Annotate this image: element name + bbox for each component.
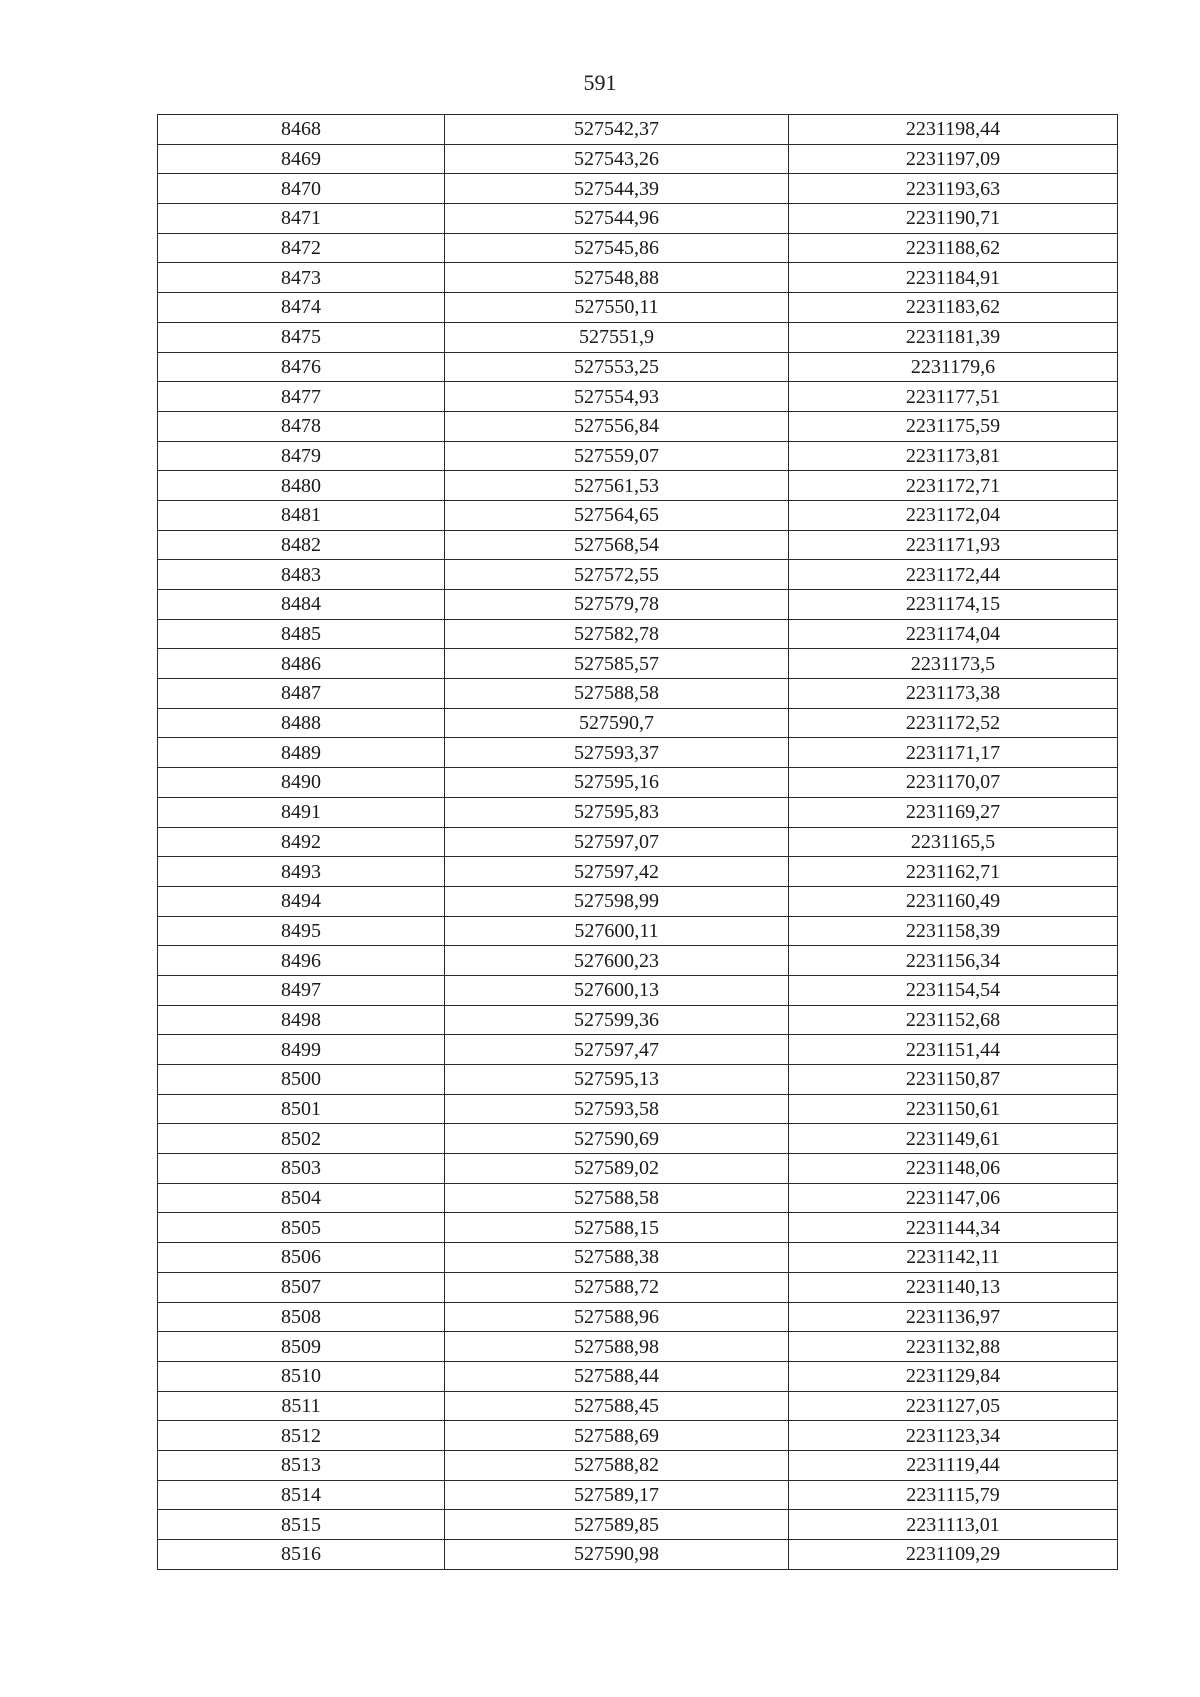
- table-row: [158, 352, 1118, 382]
- x-coordinate-cell: 527593,58: [445, 1094, 789, 1124]
- point-number-cell: 8509: [158, 1332, 445, 1362]
- table-row: [158, 1154, 1118, 1184]
- x-coordinate-cell: 527588,58: [445, 679, 789, 709]
- x-coordinate-cell: 527543,26: [445, 144, 789, 174]
- y-coordinate-cell: 2231144,34: [789, 1213, 1118, 1243]
- y-coordinate-cell: 2231149,61: [789, 1124, 1118, 1154]
- table-row: [158, 916, 1118, 946]
- y-coordinate-cell: 2231150,61: [789, 1094, 1118, 1124]
- point-number-cell: 8495: [158, 916, 445, 946]
- x-coordinate-cell: 527589,17: [445, 1480, 789, 1510]
- y-coordinate-cell: 2231158,39: [789, 916, 1118, 946]
- table-row: [158, 1450, 1118, 1480]
- x-coordinate-cell: 527551,9: [445, 322, 789, 352]
- y-coordinate-cell: 2231150,87: [789, 1065, 1118, 1095]
- table-row: [158, 590, 1118, 620]
- point-number-cell: 8476: [158, 352, 445, 382]
- y-coordinate-cell: 2231160,49: [789, 886, 1118, 916]
- point-number-cell: 8481: [158, 500, 445, 530]
- page-number: 591: [583, 70, 617, 95]
- point-number-cell: 8505: [158, 1213, 445, 1243]
- y-coordinate-cell: 2231188,62: [789, 233, 1118, 263]
- point-number-cell: 8479: [158, 441, 445, 471]
- x-coordinate-cell: 527595,16: [445, 768, 789, 798]
- table-row: [158, 471, 1118, 501]
- x-coordinate-cell: 527589,02: [445, 1154, 789, 1184]
- table-row: [158, 946, 1118, 976]
- table-row: [158, 738, 1118, 768]
- point-number-cell: 8480: [158, 471, 445, 501]
- table-row: [158, 619, 1118, 649]
- y-coordinate-cell: 2231170,07: [789, 768, 1118, 798]
- y-coordinate-cell: 2231165,5: [789, 827, 1118, 857]
- x-coordinate-cell: 527559,07: [445, 441, 789, 471]
- table-row: [158, 1065, 1118, 1095]
- y-coordinate-cell: 2231198,44: [789, 115, 1118, 145]
- point-number-cell: 8475: [158, 322, 445, 352]
- coordinates-table-body: [158, 115, 1118, 1570]
- x-coordinate-cell: 527588,69: [445, 1421, 789, 1451]
- table-row: [158, 857, 1118, 887]
- y-coordinate-cell: 2231183,62: [789, 293, 1118, 323]
- point-number-cell: 8474: [158, 293, 445, 323]
- y-coordinate-cell: 2231119,44: [789, 1450, 1118, 1480]
- table-row: [158, 1005, 1118, 1035]
- point-number-cell: 8508: [158, 1302, 445, 1332]
- table-row: [158, 233, 1118, 263]
- point-number-cell: 8493: [158, 857, 445, 887]
- point-number-cell: 8507: [158, 1272, 445, 1302]
- point-number-cell: 8482: [158, 530, 445, 560]
- table-row: [158, 1332, 1118, 1362]
- x-coordinate-cell: 527561,53: [445, 471, 789, 501]
- x-coordinate-cell: 527582,78: [445, 619, 789, 649]
- table-row: [158, 1272, 1118, 1302]
- point-number-cell: 8502: [158, 1124, 445, 1154]
- x-coordinate-cell: 527548,88: [445, 263, 789, 293]
- y-coordinate-cell: 2231175,59: [789, 411, 1118, 441]
- y-coordinate-cell: 2231132,88: [789, 1332, 1118, 1362]
- table-row: [158, 975, 1118, 1005]
- point-number-cell: 8515: [158, 1510, 445, 1540]
- y-coordinate-cell: 2231173,38: [789, 679, 1118, 709]
- y-coordinate-cell: 2231140,13: [789, 1272, 1118, 1302]
- y-coordinate-cell: 2231162,71: [789, 857, 1118, 887]
- x-coordinate-cell: 527600,23: [445, 946, 789, 976]
- x-coordinate-cell: 527588,82: [445, 1450, 789, 1480]
- table-row: [158, 1124, 1118, 1154]
- x-coordinate-cell: 527588,72: [445, 1272, 789, 1302]
- table-row: [158, 411, 1118, 441]
- y-coordinate-cell: 2231177,51: [789, 382, 1118, 412]
- x-coordinate-cell: 527597,47: [445, 1035, 789, 1065]
- y-coordinate-cell: 2231115,79: [789, 1480, 1118, 1510]
- point-number-cell: 8514: [158, 1480, 445, 1510]
- y-coordinate-cell: 2231173,5: [789, 649, 1118, 679]
- x-coordinate-cell: 527588,15: [445, 1213, 789, 1243]
- x-coordinate-cell: 527544,39: [445, 174, 789, 204]
- y-coordinate-cell: 2231184,91: [789, 263, 1118, 293]
- y-coordinate-cell: 2231123,34: [789, 1421, 1118, 1451]
- x-coordinate-cell: 527600,11: [445, 916, 789, 946]
- y-coordinate-cell: 2231147,06: [789, 1183, 1118, 1213]
- table-row: [158, 1213, 1118, 1243]
- y-coordinate-cell: 2231179,6: [789, 352, 1118, 382]
- table-row: [158, 382, 1118, 412]
- y-coordinate-cell: 2231156,34: [789, 946, 1118, 976]
- table-row: [158, 1302, 1118, 1332]
- table-row: [158, 174, 1118, 204]
- x-coordinate-cell: 527585,57: [445, 649, 789, 679]
- table-row: [158, 204, 1118, 234]
- point-number-cell: 8468: [158, 115, 445, 145]
- point-number-cell: 8491: [158, 797, 445, 827]
- point-number-cell: 8516: [158, 1540, 445, 1570]
- table-row: [158, 1480, 1118, 1510]
- x-coordinate-cell: 527542,37: [445, 115, 789, 145]
- x-coordinate-cell: 527590,69: [445, 1124, 789, 1154]
- x-coordinate-cell: 527595,83: [445, 797, 789, 827]
- x-coordinate-cell: 527590,7: [445, 708, 789, 738]
- point-number-cell: 8477: [158, 382, 445, 412]
- x-coordinate-cell: 527597,07: [445, 827, 789, 857]
- table-row: [158, 441, 1118, 471]
- x-coordinate-cell: 527550,11: [445, 293, 789, 323]
- point-number-cell: 8488: [158, 708, 445, 738]
- table-row: [158, 1035, 1118, 1065]
- point-number-cell: 8500: [158, 1065, 445, 1095]
- x-coordinate-cell: 527544,96: [445, 204, 789, 234]
- x-coordinate-cell: 527590,98: [445, 1540, 789, 1570]
- table-row: [158, 827, 1118, 857]
- y-coordinate-cell: 2231172,71: [789, 471, 1118, 501]
- point-number-cell: 8470: [158, 174, 445, 204]
- point-number-cell: 8497: [158, 975, 445, 1005]
- point-number-cell: 8486: [158, 649, 445, 679]
- x-coordinate-cell: 527588,96: [445, 1302, 789, 1332]
- table-row: [158, 1183, 1118, 1213]
- table-row: [158, 886, 1118, 916]
- x-coordinate-cell: 527600,13: [445, 975, 789, 1005]
- point-number-cell: 8473: [158, 263, 445, 293]
- x-coordinate-cell: 527595,13: [445, 1065, 789, 1095]
- table-row: [158, 1361, 1118, 1391]
- x-coordinate-cell: 527579,78: [445, 590, 789, 620]
- y-coordinate-cell: 2231129,84: [789, 1361, 1118, 1391]
- y-coordinate-cell: 2231169,27: [789, 797, 1118, 827]
- table-row: [158, 322, 1118, 352]
- x-coordinate-cell: 527588,45: [445, 1391, 789, 1421]
- table-row: [158, 768, 1118, 798]
- x-coordinate-cell: 527599,36: [445, 1005, 789, 1035]
- x-coordinate-cell: 527545,86: [445, 233, 789, 263]
- x-coordinate-cell: 527597,42: [445, 857, 789, 887]
- point-number-cell: 8512: [158, 1421, 445, 1451]
- table-row: [158, 1243, 1118, 1273]
- point-number-cell: 8501: [158, 1094, 445, 1124]
- point-number-cell: 8472: [158, 233, 445, 263]
- y-coordinate-cell: 2231190,71: [789, 204, 1118, 234]
- y-coordinate-cell: 2231172,04: [789, 500, 1118, 530]
- table-row: [158, 679, 1118, 709]
- coordinates-table: [157, 114, 1118, 1570]
- table-row: [158, 649, 1118, 679]
- point-number-cell: 8469: [158, 144, 445, 174]
- table-row: [158, 1421, 1118, 1451]
- point-number-cell: 8478: [158, 411, 445, 441]
- x-coordinate-cell: 527554,93: [445, 382, 789, 412]
- y-coordinate-cell: 2231174,15: [789, 590, 1118, 620]
- y-coordinate-cell: 2231193,63: [789, 174, 1118, 204]
- y-coordinate-cell: 2231173,81: [789, 441, 1118, 471]
- table-row: [158, 500, 1118, 530]
- point-number-cell: 8506: [158, 1243, 445, 1273]
- x-coordinate-cell: 527572,55: [445, 560, 789, 590]
- point-number-cell: 8513: [158, 1450, 445, 1480]
- point-number-cell: 8504: [158, 1183, 445, 1213]
- y-coordinate-cell: 2231109,29: [789, 1540, 1118, 1570]
- point-number-cell: 8471: [158, 204, 445, 234]
- x-coordinate-cell: 527593,37: [445, 738, 789, 768]
- y-coordinate-cell: 2231152,68: [789, 1005, 1118, 1035]
- table-row: [158, 144, 1118, 174]
- point-number-cell: 8494: [158, 886, 445, 916]
- point-number-cell: 8511: [158, 1391, 445, 1421]
- y-coordinate-cell: 2231127,05: [789, 1391, 1118, 1421]
- y-coordinate-cell: 2231172,52: [789, 708, 1118, 738]
- point-number-cell: 8496: [158, 946, 445, 976]
- point-number-cell: 8492: [158, 827, 445, 857]
- table-row: [158, 293, 1118, 323]
- x-coordinate-cell: 527568,54: [445, 530, 789, 560]
- table-row: [158, 797, 1118, 827]
- point-number-cell: 8484: [158, 590, 445, 620]
- y-coordinate-cell: 2231113,01: [789, 1510, 1118, 1540]
- table-row: [158, 1094, 1118, 1124]
- y-coordinate-cell: 2231171,17: [789, 738, 1118, 768]
- x-coordinate-cell: 527588,98: [445, 1332, 789, 1362]
- point-number-cell: 8499: [158, 1035, 445, 1065]
- point-number-cell: 8483: [158, 560, 445, 590]
- x-coordinate-cell: 527553,25: [445, 352, 789, 382]
- y-coordinate-cell: 2231172,44: [789, 560, 1118, 590]
- table-row: [158, 530, 1118, 560]
- y-coordinate-cell: 2231151,44: [789, 1035, 1118, 1065]
- point-number-cell: 8510: [158, 1361, 445, 1391]
- y-coordinate-cell: 2231142,11: [789, 1243, 1118, 1273]
- point-number-cell: 8485: [158, 619, 445, 649]
- table-row: [158, 263, 1118, 293]
- table-row: [158, 560, 1118, 590]
- y-coordinate-cell: 2231197,09: [789, 144, 1118, 174]
- y-coordinate-cell: 2231171,93: [789, 530, 1118, 560]
- y-coordinate-cell: 2231174,04: [789, 619, 1118, 649]
- table-row: [158, 1391, 1118, 1421]
- y-coordinate-cell: 2231148,06: [789, 1154, 1118, 1184]
- point-number-cell: 8490: [158, 768, 445, 798]
- table-row: [158, 1510, 1118, 1540]
- x-coordinate-cell: 527589,85: [445, 1510, 789, 1540]
- x-coordinate-cell: 527588,58: [445, 1183, 789, 1213]
- x-coordinate-cell: 527556,84: [445, 411, 789, 441]
- x-coordinate-cell: 527588,44: [445, 1361, 789, 1391]
- y-coordinate-cell: 2231136,97: [789, 1302, 1118, 1332]
- x-coordinate-cell: 527588,38: [445, 1243, 789, 1273]
- table-row: [158, 708, 1118, 738]
- x-coordinate-cell: 527598,99: [445, 886, 789, 916]
- point-number-cell: 8498: [158, 1005, 445, 1035]
- point-number-cell: 8487: [158, 679, 445, 709]
- table-row: [158, 115, 1118, 145]
- point-number-cell: 8503: [158, 1154, 445, 1184]
- y-coordinate-cell: 2231154,54: [789, 975, 1118, 1005]
- table-row: [158, 1540, 1118, 1570]
- point-number-cell: 8489: [158, 738, 445, 768]
- y-coordinate-cell: 2231181,39: [789, 322, 1118, 352]
- x-coordinate-cell: 527564,65: [445, 500, 789, 530]
